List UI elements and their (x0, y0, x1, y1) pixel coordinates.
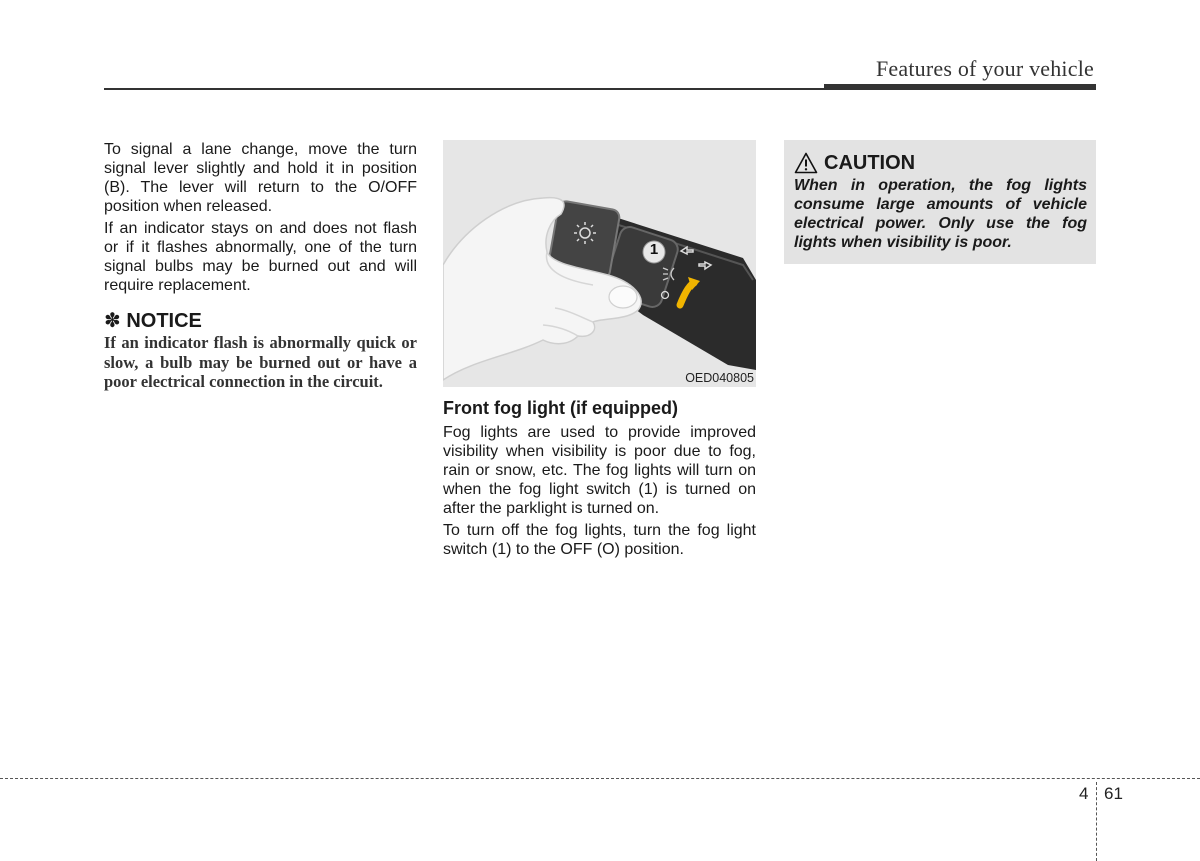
footer-divider (1096, 782, 1097, 861)
left-column (104, 140, 417, 392)
section-heading-fog-light: Front fog light (if equipped) (443, 398, 678, 418)
caution-text: When in operation, the fog lights consume large amounts of vehicle electrical power. Only use the fog lights when visibility is poor. (794, 177, 1087, 251)
right-column (784, 140, 1096, 264)
paragraph-fog-light-off: To turn off the fog lights, turn the fog light switch (1) to the OFF (O) position. (443, 522, 756, 558)
caution-heading (794, 150, 1087, 176)
header-title: Features of your vehicle (875, 56, 1094, 81)
notice-text: If an indicator flash is abnormally quick or slow, a bulb may be burned out or have a poor electrical connection in the circuit. (104, 333, 417, 391)
page-number: 61 (1104, 784, 1123, 803)
header-rule-accent (824, 84, 1096, 90)
caution-heading-text: CAUTION (824, 152, 916, 174)
middle-column (443, 140, 756, 562)
chapter-number: 4 (1079, 784, 1089, 803)
paragraph-fog-light-use: Fog lights are used to provide improved visibility when visibility is poor due to fog, rain or snow, etc. The fog lights will turn on when the fog light switch (1) is turned on after the parklight is turned on. (443, 424, 756, 517)
switch-callout-number: 1 (649, 241, 659, 258)
footer-rule (0, 778, 1200, 779)
figure-code: OED040805 (685, 371, 754, 385)
paragraph-lane-change: To signal a lane change, move the turn signal lever slightly and hold it in position (B). The lever will return to the O/OFF position when released. (104, 141, 417, 215)
fog-light-switch-figure (443, 140, 756, 387)
paragraph-indicator-fault: If an indicator stays on and does not flash or if it flashes abnormally, one of the turn signal bulbs may be burned out and will require replacement. (104, 220, 417, 294)
notice-heading: ✽ NOTICE (104, 310, 202, 332)
header-rule (104, 88, 826, 90)
warning-triangle-icon (794, 152, 818, 174)
caution-box (784, 140, 1096, 264)
hand-on-lever-illustration (443, 140, 756, 387)
